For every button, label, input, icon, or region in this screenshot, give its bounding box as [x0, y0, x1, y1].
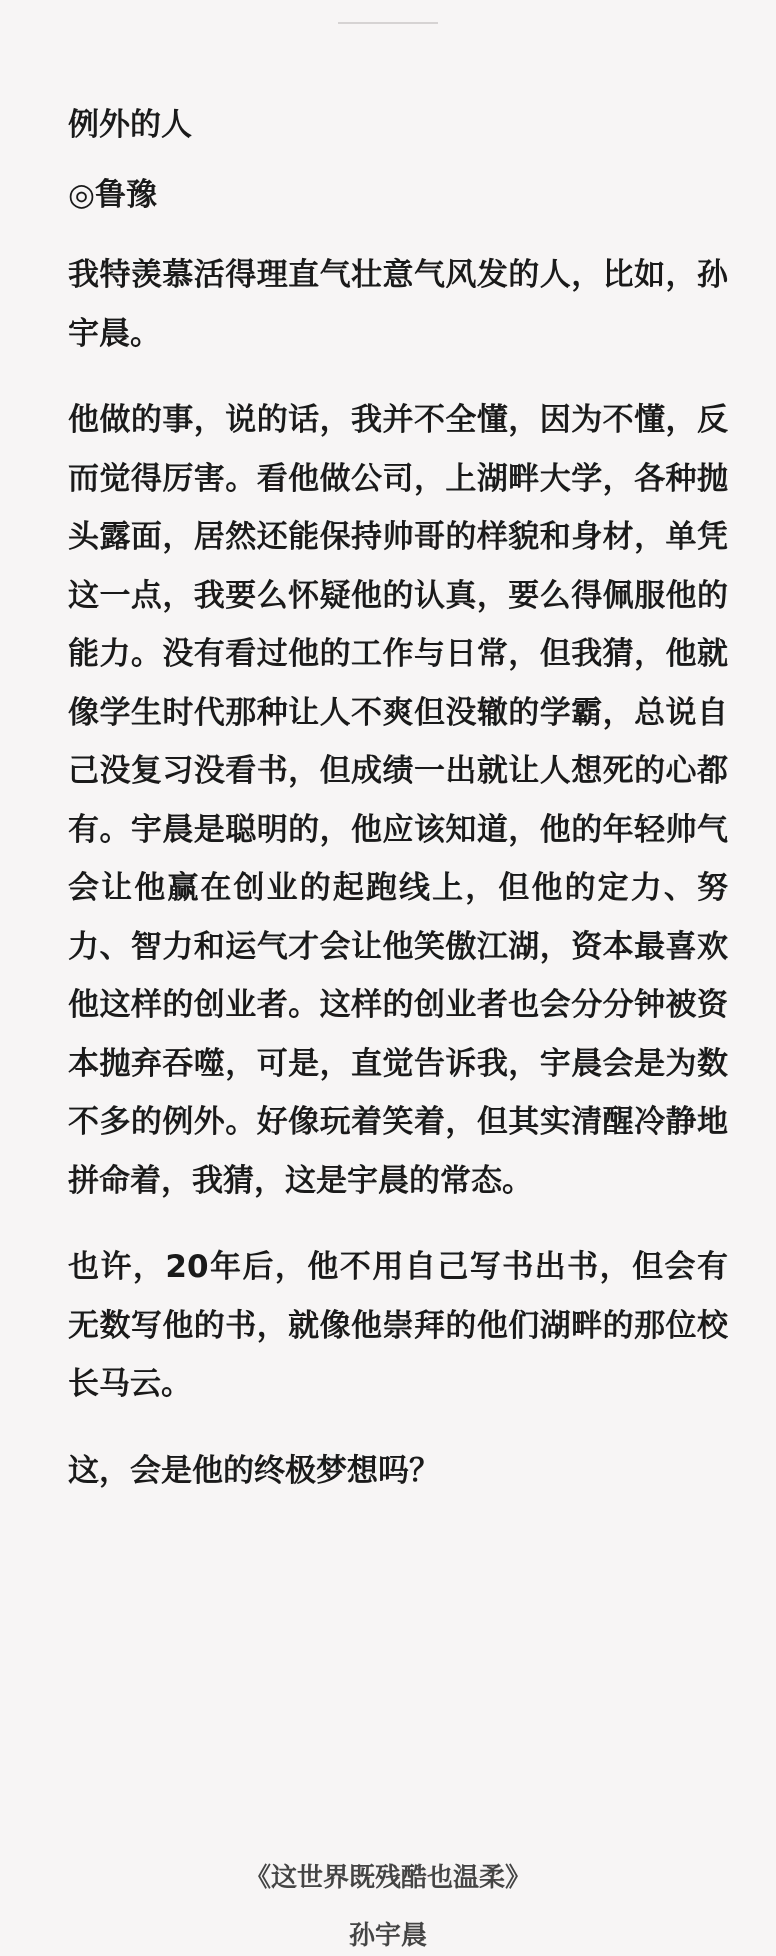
- article-author: ◎鲁豫: [68, 177, 158, 213]
- paragraph-2: 他做的事，说的话，我并不全懂，因为不懂，反而觉得厉害。看他做公司，上湖畔大学，各种抛头露面，居然还能保持帅哥的样貌和身材，单凭这一点，我要么怀疑他的认真，要么得佩服他的能力。没有看过他的工作与日常，但我猜，他就像学生时代那种让人不爽但没辙的学霸，总说自己没复习没看书，但成绩一出就让人想死的心都有。宇晨是聪明的，他应该知道，他的年轻帅气会让他赢在创业的起跑线上，但他的定力、努力、智力和运气才会让他笑傲江湖，资本最喜欢他这样的创业者。这样的创业者也会分分钟被资本抛弃吞噬，可是，直觉告诉我，宇晨会是为数不多的例外。好像玩着笑着，但其实清醒冷静地拼命着，我猜，这是宇晨的常态。: [68, 402, 728, 1199]
- top-divider: [338, 22, 438, 24]
- book-footer: [0, 1858, 776, 1956]
- paragraph-4: 这，会是他的终极梦想吗？: [68, 1452, 440, 1489]
- article-title: 例外的人: [68, 107, 192, 143]
- paragraph-1: 我特羡慕活得理直气壮意气风发的人，比如，孙宇晨。: [68, 257, 728, 352]
- book-title: 《这世界既残酷也温柔》: [244, 1863, 531, 1893]
- article-body: [68, 98, 728, 1500]
- footer-author: 孙宇晨: [348, 1921, 427, 1951]
- paragraph-3: 也许，20年后，他不用自己写书出书，但会有无数写他的书，就像他崇拜的他们湖畔的那位校长马云。: [68, 1249, 728, 1402]
